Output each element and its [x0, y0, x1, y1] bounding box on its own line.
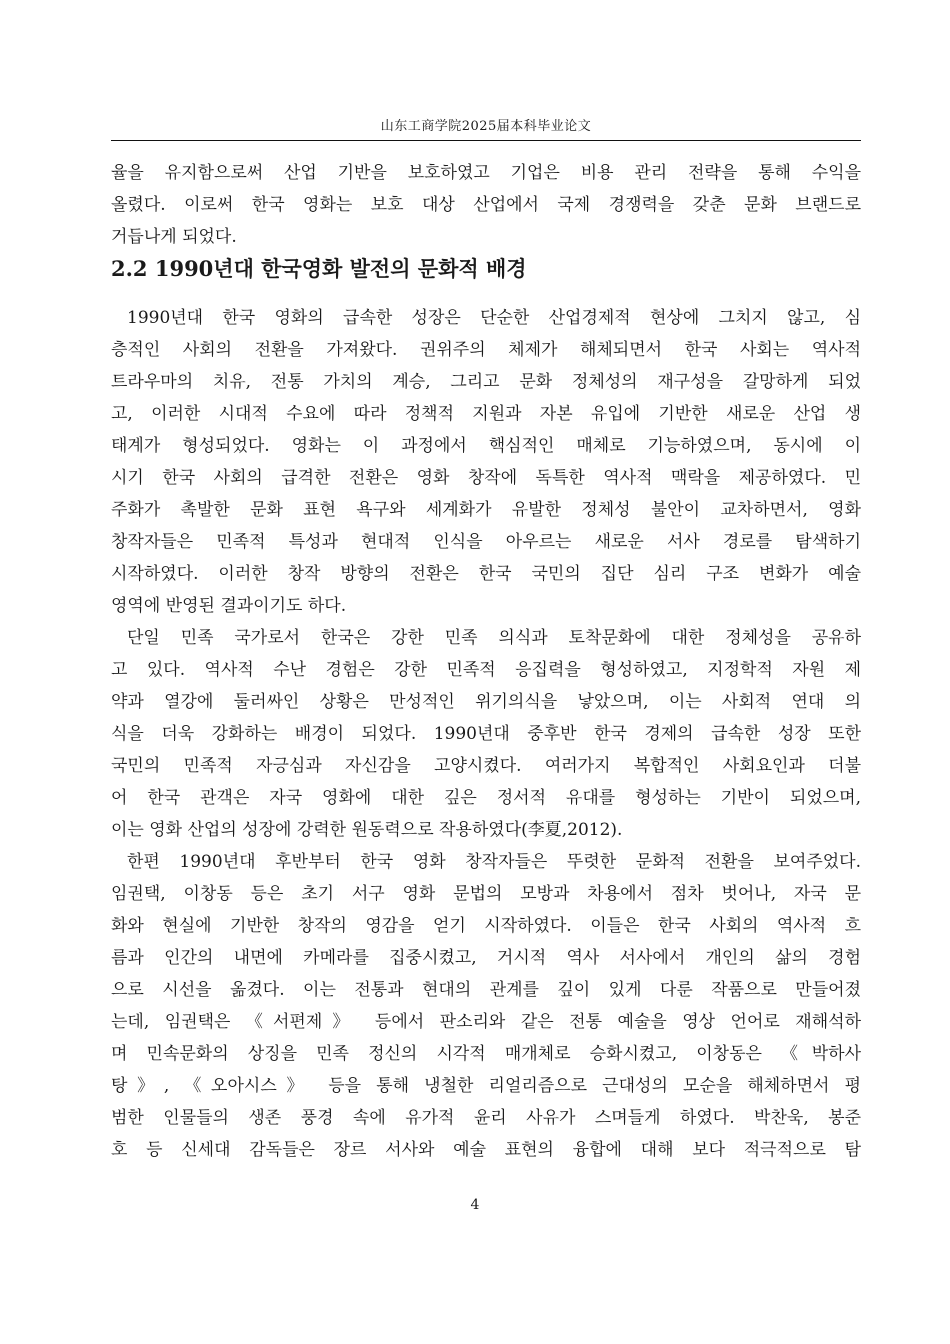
paragraph-line: 율을 유지함으로써 산업 기반을 보호하였고 기업은 비용 관리 전략을 통해 수익을 — [111, 163, 861, 183]
paragraph-line: 는데, 임권택은 《서편제》 등에서 판소리와 같은 전통 예술을 영상 언어로 재해석하 — [111, 1012, 861, 1032]
page-number: 4 — [470, 1197, 480, 1213]
paragraph-line: 트라우마의 치유, 전통 가치의 계승, 그리고 문화 정체성의 재구성을 갈망하게 되었 — [111, 372, 861, 392]
paragraph-line: 단일 민족 국가로서 한국은 강한 민족 의식과 토착문화에 대한 정체성을 공유하 — [127, 628, 861, 648]
paragraph-line: 한편 1990년대 후반부터 한국 영화 창작자들은 뚜렷한 문화적 전환을 보여주었다. — [127, 852, 861, 872]
paragraph-line: 주화가 촉발한 문화 표현 욕구와 세계화가 유발한 정체성 불안이 교차하면서, 영화 — [111, 500, 861, 520]
paragraph-line: 탕》, 《오아시스》 등을 통해 냉철한 리얼리즘으로 근대성의 모순을 해체하면서 평 — [111, 1076, 861, 1096]
paragraph-line: 약과 열강에 둘러싸인 상황은 만성적인 위기의식을 낳았으며, 이는 사회적 연대 의 — [111, 692, 861, 712]
paragraph-line: 으로 시선을 옮겼다. 이는 전통과 현대의 관계를 깊이 있게 다룬 작품으로 만들어졌 — [111, 980, 861, 1000]
paragraph-line: 름과 인간의 내면에 카메라를 집중시켰고, 거시적 역사 서사에서 개인의 삶의 경험 — [111, 948, 861, 968]
paragraph-line: 시작하였다. 이러한 창작 방향의 전환은 한국 국민의 집단 심리 구조 변화가 예술 — [111, 564, 861, 584]
paragraph-line: 이는 영화 산업의 성장에 강력한 원동력으로 작용하였다(李夏,2012). — [111, 820, 623, 840]
paragraph-line: 화와 현실에 기반한 창작의 영감을 얻기 시작하였다. 이들은 한국 사회의 역사적 흐 — [111, 916, 861, 936]
paragraph-line: 고 있다. 역사적 수난 경험은 강한 민족적 응집력을 형성하였고, 지정학적 자원 제 — [111, 660, 861, 680]
paragraph-line: 거듭나게 되었다. — [111, 227, 237, 247]
paragraph-line: 며 민속문화의 상징을 민족 정신의 시각적 매개체로 승화시켰고, 이창동은 《박하사 — [111, 1044, 861, 1064]
paragraph-line: 1990년대 한국 영화의 급속한 성장은 단순한 산업경제적 현상에 그치지 않고, 심 — [127, 308, 861, 328]
paragraph-line: 영역에 반영된 결과이기도 하다. — [111, 596, 347, 616]
header-rule — [111, 140, 861, 141]
paragraph-line: 시기 한국 사회의 급격한 전환은 영화 창작에 독특한 역사적 맥락을 제공하였다. 민 — [111, 468, 861, 488]
paragraph-line: 올렸다. 이로써 한국 영화는 보호 대상 산업에서 국제 경쟁력을 갖춘 문화 브랜드로 — [111, 195, 861, 215]
paragraph-line: 국민의 민족적 자긍심과 자신감을 고양시켰다. 여러가지 복합적인 사회요인과 더불 — [111, 756, 861, 776]
paragraph-line: 층적인 사회의 전환을 가져왔다. 권위주의 체제가 해체되면서 한국 사회는 역사적 — [111, 340, 861, 360]
paragraph-line: 고, 이러한 시대적 수요에 따라 정책적 지원과 자본 유입에 기반한 새로운 산업 생 — [111, 404, 861, 424]
paragraph-line: 임권택, 이창동 등은 초기 서구 영화 문법의 모방과 차용에서 점차 벗어나, 자국 문 — [111, 884, 861, 904]
section-heading: 2.2 1990년대 한국영화 발전의 문화적 배경 — [111, 256, 527, 281]
running-header: 山东工商学院2025届本科毕业论文 — [380, 119, 592, 134]
paragraph-line: 호 등 신세대 감독들은 장르 서사와 예술 표현의 융합에 대해 보다 적극적으로 탐 — [111, 1140, 861, 1160]
paragraph-line: 범한 인물들의 생존 풍경 속에 유가적 윤리 사유가 스며들게 하였다. 박찬욱, 봉준 — [111, 1108, 861, 1128]
paragraph-line: 식을 더욱 강화하는 배경이 되었다. 1990년대 중후반 한국 경제의 급속한 성장 또한 — [111, 724, 861, 744]
paragraph-line: 창작자들은 민족적 특성과 현대적 인식을 아우르는 새로운 서사 경로를 탐색하기 — [111, 532, 861, 552]
paragraph-line: 어 한국 관객은 자국 영화에 대한 깊은 정서적 유대를 형성하는 기반이 되었으며, — [111, 788, 861, 808]
paragraph-line: 태계가 형성되었다. 영화는 이 과정에서 핵심적인 매체로 기능하였으며, 동시에 이 — [111, 436, 861, 456]
